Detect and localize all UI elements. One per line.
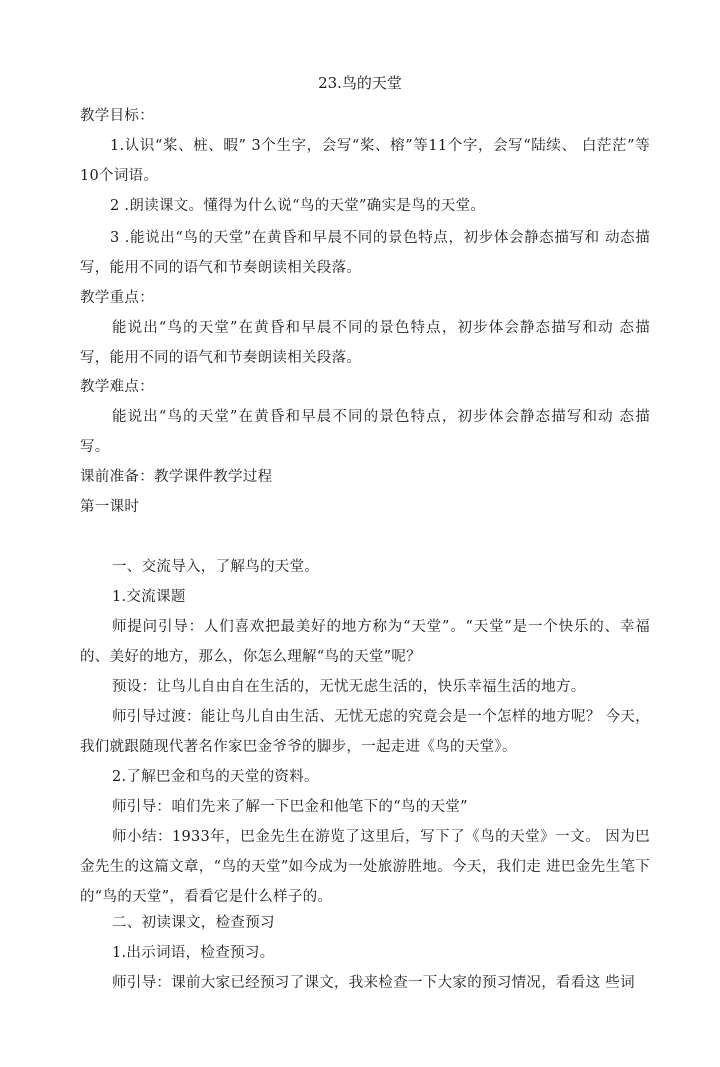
objective-2: 2 .朗读课文。懂得为什么说“鸟的天堂”确实是鸟的天堂。 (110, 198, 486, 214)
difficulties-text: 能说出“鸟的天堂”在黄昏和早晨不同的景色特点，初步体会静态描写和动 态描写。 (80, 409, 650, 455)
section-1-heading: 一、交流导入，了解鸟的天堂。 (112, 559, 320, 575)
teacher-question-text: 师提问引导：人们喜欢把最美好的地方称为“天堂”。“天堂”是一个快乐的、幸福的、美好的地方，那么，你怎么理解“鸟的天堂”呢？ (80, 619, 650, 665)
teacher-check-text: 师引导：课前大家已经预习了课文，我来检查一下大家的预习情况，看看这 些词 (112, 975, 635, 991)
heading-key-points: 教学重点： (80, 290, 154, 306)
objective-1: 1.认识“桨、桩、暇” 3个生字，会写“桨、榕”等11个字，会写“陆续、 白茫茫”等10个词语。 (80, 138, 650, 184)
transition-text: 师引导过渡：能让鸟儿自由生活、无忧无虑的究竟会是一个怎样的地方呢？ 今天，我们就跟随现代著名作家巴金爷爷的脚步，一起走进《鸟的天堂》。 (80, 709, 650, 755)
preparation-line: 课前准备：教学课件教学过程 (80, 469, 273, 485)
step-2-1-heading: 1.出示词语，检查预习。 (112, 945, 275, 961)
objective-3: 3 .能说出“鸟的天堂”在黄昏和早晨不同的景色特点，初步体会静态描写和 动态描写，能用不同的语气和节奏朗读相关段落。 (80, 230, 650, 276)
heading-difficulties: 教学难点： (80, 379, 154, 395)
lesson-title: 23.鸟的天堂 (318, 74, 402, 92)
teacher-guide-text: 师引导：咱们先来了解一下巴金和他笔下的“鸟的天堂” (112, 799, 468, 815)
step-2-heading: 2.了解巴金和鸟的天堂的资料。 (112, 769, 319, 785)
step-1-heading: 1.交流课题 (112, 589, 186, 605)
heading-objectives: 教学目标： (80, 108, 154, 124)
first-lesson-heading: 第一课时 (80, 499, 140, 515)
section-2-heading: 二、初读课文，检查预习 (112, 915, 275, 931)
key-points-text: 能说出“鸟的天堂”在黄昏和早晨不同的景色特点，初步体会静态描写和动 态描写，能用不同的语气和节奏朗读相关段落。 (80, 320, 650, 366)
teacher-summary-text: 师小结：1933年，巴金先生在游览了这里后，写下了《鸟的天堂》一文。 因为巴金先生的这篇文章，“鸟的天堂”如今成为一处旅游胜地。今天，我们走 进巴金先生笔下的“鸟的天堂”，看看它是什么样子的。 (80, 829, 650, 905)
preset-answer-text: 预设：让鸟儿自由自在生活的，无忧无虑生活的，快乐幸福生活的地方。 (112, 679, 586, 695)
